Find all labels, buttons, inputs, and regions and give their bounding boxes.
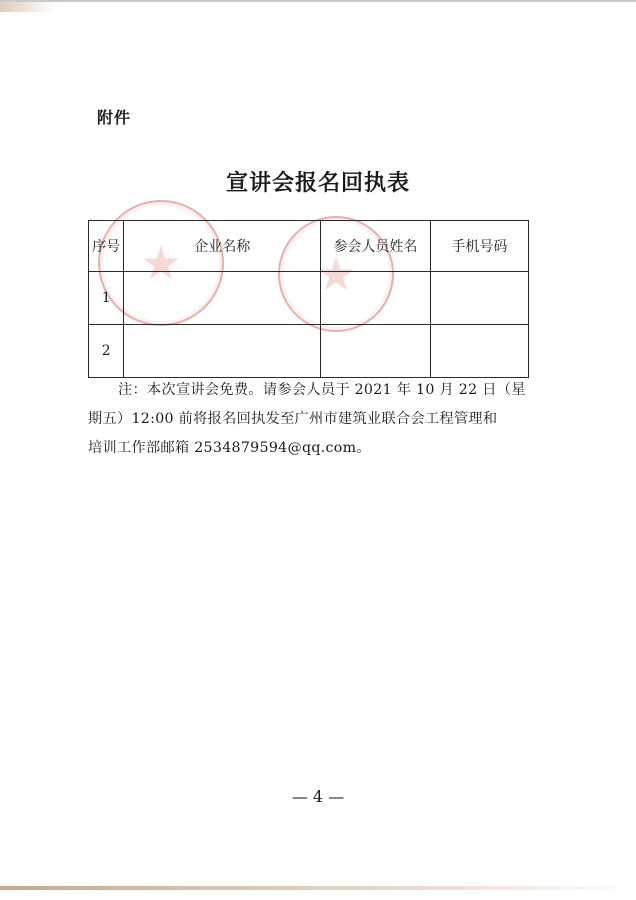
page-title: 宣讲会报名回执表: [225, 171, 410, 196]
header-company: 企业名称: [124, 221, 321, 272]
header-serial: 序号: [89, 221, 124, 272]
scan-edge-top: [0, 0, 636, 2]
note-paragraph: [88, 376, 536, 463]
header-attendee: 参会人员姓名: [321, 221, 431, 272]
star-icon: ★: [140, 236, 182, 290]
scan-smudge: [0, 2, 56, 12]
cell-company: [124, 325, 321, 378]
note-line: 期五）12:00 前将报名回执发至广州市建筑业联合会工程管理和: [88, 411, 498, 427]
note-line: 注：本次宣讲会免费。请参会人员于 2021 年 10 月 22 日（星: [118, 382, 526, 398]
cell-company: [124, 272, 321, 325]
cell-attendee: [321, 272, 431, 325]
cell-phone: [430, 325, 528, 378]
star-icon: ★: [315, 247, 357, 301]
cell-serial: 2: [89, 325, 124, 378]
header-phone: 手机号码: [430, 221, 528, 272]
table-row: [89, 272, 529, 325]
cell-phone: [430, 272, 528, 325]
note-line: 培训工作部邮箱 2534879594@qq.com。: [88, 440, 371, 456]
cell-serial: 1: [89, 272, 124, 325]
scan-edge-bottom: [0, 886, 636, 890]
table-header-row: [89, 221, 529, 272]
page-number: — 4 —: [291, 787, 345, 806]
table-row: [89, 325, 529, 378]
registration-table: [88, 220, 529, 378]
cell-attendee: [321, 325, 431, 378]
attachment-label: 附件: [97, 108, 132, 127]
